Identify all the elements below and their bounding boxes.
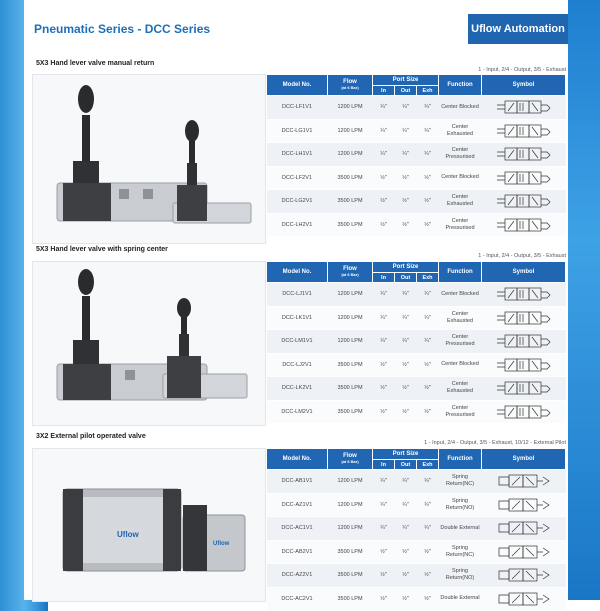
cell-flow: 1200 LPM (328, 330, 373, 354)
cell-symbol (482, 400, 566, 424)
cell-in: ½" (373, 377, 395, 401)
section-title-1: 5X3 Hand lever valve manual return (36, 60, 155, 67)
cell-model: DCC-AZ2V1 (267, 564, 328, 588)
cell-flow: 3500 LPM (328, 400, 373, 424)
cell-symbol (482, 283, 566, 307)
product-label: Uflow (117, 530, 139, 539)
cell-model: DCC-LJ2V1 (267, 353, 328, 377)
valve-symbol-icon (495, 333, 553, 349)
valve-symbol-icon (495, 99, 553, 115)
valve-symbol-icon (495, 497, 553, 513)
table-row (267, 353, 566, 377)
cell-flow: 3500 LPM (328, 190, 373, 214)
cell-in: ¼" (373, 470, 395, 494)
cell-flow: 1200 LPM (328, 517, 373, 541)
cell-flow: 1200 LPM (328, 306, 373, 330)
cell-flow: 1200 LPM (328, 119, 373, 143)
table-row (267, 283, 566, 307)
valve-symbol-icon (495, 380, 553, 396)
table-row (267, 166, 566, 190)
cell-in: ½" (373, 213, 395, 237)
cell-symbol (482, 119, 566, 143)
cell-flow: 3500 LPM (328, 166, 373, 190)
table-row (267, 213, 566, 237)
cell-model: DCC-LH1V1 (267, 143, 328, 167)
cell-function: Center Blocked (439, 283, 482, 307)
cell-exh: ½" (417, 540, 439, 564)
product-image-external-pilot (32, 448, 266, 602)
valve-symbol-icon (495, 286, 553, 302)
cell-flow: 3500 LPM (328, 353, 373, 377)
page-title: Pneumatic Series - DCC Series (34, 22, 211, 36)
cell-exh: ¼" (417, 330, 439, 354)
cell-exh: ½" (417, 400, 439, 424)
cell-exh: ¼" (417, 119, 439, 143)
col-port-size: Port Size (373, 75, 439, 86)
col-function: Function (439, 75, 482, 96)
product-image-hand-lever-manual (32, 74, 266, 244)
cell-function: Center Exhausted (439, 306, 482, 330)
cell-in: ¼" (373, 119, 395, 143)
cell-function: Center Exhausted (439, 377, 482, 401)
cell-exh: ½" (417, 213, 439, 237)
table-row (267, 493, 566, 517)
cell-model: DCC-AB1V1 (267, 470, 328, 494)
table-row (267, 306, 566, 330)
table-row (267, 564, 566, 588)
section-note-1: 1 - Input, 2/4 - Output, 3/5 - Exhaust (478, 67, 566, 73)
cell-model: DCC-LJ1V1 (267, 283, 328, 307)
cell-function: Center Exhausted (439, 119, 482, 143)
cell-function: Center Pressurised (439, 143, 482, 167)
table-row (267, 540, 566, 564)
cell-flow: 3500 LPM (328, 213, 373, 237)
cell-in: ¼" (373, 517, 395, 541)
cell-model: DCC-AC2V1 (267, 587, 328, 611)
cell-model: DCC-LF2V1 (267, 166, 328, 190)
cell-symbol (482, 143, 566, 167)
cell-function: Center Pressurised (439, 400, 482, 424)
cell-function: Spring Return(NC) (439, 470, 482, 494)
cell-out: ½" (395, 564, 417, 588)
cell-flow: 3500 LPM (328, 564, 373, 588)
section-table-3: Model No. Flow (at 6 Bar) Port Size Function Symbol In Out Exh DCC-AB1V1 1200 LPM ¼" ¼" ¼" Spring Return(NC) DCC-AZ1V1 1200 LPM ¼" ¼" ¼" Spring Return(NO) DCC-AC1V1 1200 LPM ¼" ¼" ¼" Double External DCC-AB2V1 3500 LPM ½" ½" ½" Spring Return(NC) DCC-AZ2V1 3500 LPM ½" ½" ½" Spring Return(NO) DCC-AC2V1 3500 LPM ½" ½" ½" Double External (266, 448, 566, 611)
valve-symbol-icon (495, 520, 553, 536)
col-symbol: Symbol (482, 75, 566, 96)
cell-function: Center Blocked (439, 96, 482, 120)
cell-symbol (482, 166, 566, 190)
cell-in: ½" (373, 400, 395, 424)
cell-in: ½" (373, 190, 395, 214)
cell-flow: 1200 LPM (328, 283, 373, 307)
cell-function: Center Exhausted (439, 190, 482, 214)
cell-out: ¼" (395, 517, 417, 541)
cell-symbol (482, 330, 566, 354)
cell-flow: 1200 LPM (328, 96, 373, 120)
cell-in: ½" (373, 353, 395, 377)
cell-symbol (482, 96, 566, 120)
cell-symbol (482, 564, 566, 588)
cell-exh: ¼" (417, 143, 439, 167)
cell-symbol (482, 353, 566, 377)
section-table-1: Model No. Flow (at 6 Bar) Port Size Function Symbol In Out Exh DCC-LF1V1 1200 LPM ¼" ¼" ¼" Center Blocked DCC-LG1V1 1200 LPM ¼" ¼" ¼" Center Exhausted DCC-LH1V1 1200 LPM ¼" ¼" ¼" Center Pressurised DCC-LF2V1 3500 LPM ½" ½" ½" Center Blocked DCC-LG2V1 3500 LPM ½" ½" ½" Center Exhausted DCC-LH2V1 3500 LPM ½" ½" ½" Center Pressurised (266, 74, 566, 237)
cell-out: ¼" (395, 283, 417, 307)
cell-out: ½" (395, 540, 417, 564)
cell-function: Center Blocked (439, 166, 482, 190)
cell-model: DCC-LG2V1 (267, 190, 328, 214)
cell-model: DCC-LM1V1 (267, 330, 328, 354)
cell-in: ½" (373, 540, 395, 564)
table-row (267, 470, 566, 494)
cell-flow: 3500 LPM (328, 540, 373, 564)
valve-symbol-icon (495, 357, 553, 373)
cell-out: ½" (395, 587, 417, 611)
cell-function: Double External (439, 587, 482, 611)
cell-function: Spring Return(NO) (439, 564, 482, 588)
cell-in: ¼" (373, 143, 395, 167)
col-model: Model No. (267, 75, 328, 96)
cell-exh: ¼" (417, 283, 439, 307)
svg-text:Uflow: Uflow (213, 541, 230, 547)
cell-in: ¼" (373, 493, 395, 517)
cell-flow: 1200 LPM (328, 143, 373, 167)
cell-out: ½" (395, 166, 417, 190)
cell-exh: ½" (417, 377, 439, 401)
table-row (267, 377, 566, 401)
cell-flow: 1200 LPM (328, 493, 373, 517)
valve-symbol-icon (495, 217, 553, 233)
valve-symbol-icon (495, 146, 553, 162)
brand-logo: Uflow Automation (468, 14, 568, 44)
table-row (267, 400, 566, 424)
table-row (267, 143, 566, 167)
cell-in: ¼" (373, 283, 395, 307)
cell-function: Center Blocked (439, 353, 482, 377)
cell-in: ½" (373, 166, 395, 190)
cell-out: ½" (395, 190, 417, 214)
cell-symbol (482, 493, 566, 517)
cell-symbol (482, 540, 566, 564)
cell-out: ¼" (395, 470, 417, 494)
cell-model: DCC-AB2V1 (267, 540, 328, 564)
cell-function: Center Pressurised (439, 330, 482, 354)
valve-symbol-icon (495, 404, 553, 420)
cell-function: Spring Return(NC) (439, 540, 482, 564)
cell-exh: ½" (417, 587, 439, 611)
table-row (267, 190, 566, 214)
cell-exh: ¼" (417, 493, 439, 517)
cell-symbol (482, 190, 566, 214)
section-title-2: 5X3 Hand lever valve with spring center (36, 246, 168, 253)
cell-exh: ½" (417, 166, 439, 190)
cell-exh: ¼" (417, 96, 439, 120)
cell-exh: ¼" (417, 517, 439, 541)
cell-out: ½" (395, 213, 417, 237)
cell-model: DCC-LH2V1 (267, 213, 328, 237)
cell-flow: 3500 LPM (328, 377, 373, 401)
valve-symbol-icon (495, 170, 553, 186)
valve-symbol-icon (495, 123, 553, 139)
table-row (267, 119, 566, 143)
cell-model: DCC-AC1V1 (267, 517, 328, 541)
valve-symbol-icon (495, 193, 553, 209)
table-row (267, 96, 566, 120)
cell-function: Center Pressurised (439, 213, 482, 237)
table-row (267, 330, 566, 354)
right-background-strip (566, 0, 600, 600)
cell-out: ¼" (395, 330, 417, 354)
cell-symbol (482, 470, 566, 494)
cell-out: ¼" (395, 143, 417, 167)
table-row (267, 587, 566, 611)
cell-out: ¼" (395, 493, 417, 517)
cell-function: Double External (439, 517, 482, 541)
cell-in: ¼" (373, 96, 395, 120)
cell-model: DCC-LK2V1 (267, 377, 328, 401)
hand-lever-valve-illustration (33, 75, 265, 243)
section-table-2: Model No. Flow (at 6 Bar) Port Size Function Symbol In Out Exh DCC-LJ1V1 1200 LPM ¼" ¼" ¼" Center Blocked DCC-LK1V1 1200 LPM ¼" ¼" ¼" Center Exhausted DCC-LM1V1 1200 LPM ¼" ¼" ¼" Center Pressurised DCC-LJ2V1 3500 LPM ½" ½" ½" Center Blocked DCC-LK2V1 3500 LPM ½" ½" ½" Center Exhausted DCC-LM2V1 3500 LPM ½" ½" ½" Center Pressurised (266, 261, 566, 424)
cell-exh: ½" (417, 190, 439, 214)
cell-symbol (482, 377, 566, 401)
cell-out: ¼" (395, 306, 417, 330)
external-pilot-valve-illustration (33, 449, 265, 601)
cell-exh: ¼" (417, 470, 439, 494)
cell-model: DCC-LF1V1 (267, 96, 328, 120)
valve-symbol-icon (495, 591, 553, 607)
cell-model: DCC-LK1V1 (267, 306, 328, 330)
cell-flow: 3500 LPM (328, 587, 373, 611)
cell-model: DCC-AZ1V1 (267, 493, 328, 517)
cell-out: ¼" (395, 96, 417, 120)
cell-model: DCC-LM2V1 (267, 400, 328, 424)
cell-out: ½" (395, 400, 417, 424)
valve-symbol-icon (495, 473, 553, 489)
cell-symbol (482, 587, 566, 611)
cell-out: ½" (395, 353, 417, 377)
table-row (267, 517, 566, 541)
cell-out: ½" (395, 377, 417, 401)
cell-symbol (482, 306, 566, 330)
valve-symbol-icon (495, 310, 553, 326)
cell-in: ¼" (373, 306, 395, 330)
cell-exh: ¼" (417, 306, 439, 330)
col-flow: Flow (at 6 Bar) (328, 75, 373, 96)
valve-symbol-icon (495, 567, 553, 583)
cell-in: ½" (373, 564, 395, 588)
cell-in: ½" (373, 587, 395, 611)
cell-symbol (482, 517, 566, 541)
spring-center-valve-illustration (33, 262, 265, 425)
valve-symbol-icon (495, 544, 553, 560)
cell-model: DCC-LG1V1 (267, 119, 328, 143)
cell-exh: ½" (417, 353, 439, 377)
section-note-2: 1 - Input, 2/4 - Output, 3/5 - Exhaust (478, 253, 566, 259)
product-image-hand-lever-spring (32, 261, 266, 426)
cell-out: ¼" (395, 119, 417, 143)
cell-in: ¼" (373, 330, 395, 354)
section-note-3: 1 - Input, 2/4 - Output, 3/5 - Exhaust, 10/12 - External Pilot (424, 440, 566, 446)
cell-exh: ½" (417, 564, 439, 588)
cell-symbol (482, 213, 566, 237)
cell-flow: 1200 LPM (328, 470, 373, 494)
catalog-page (24, 0, 568, 600)
cell-function: Spring Return(NO) (439, 493, 482, 517)
section-title-3: 3X2 External pilot operated valve (36, 433, 146, 440)
